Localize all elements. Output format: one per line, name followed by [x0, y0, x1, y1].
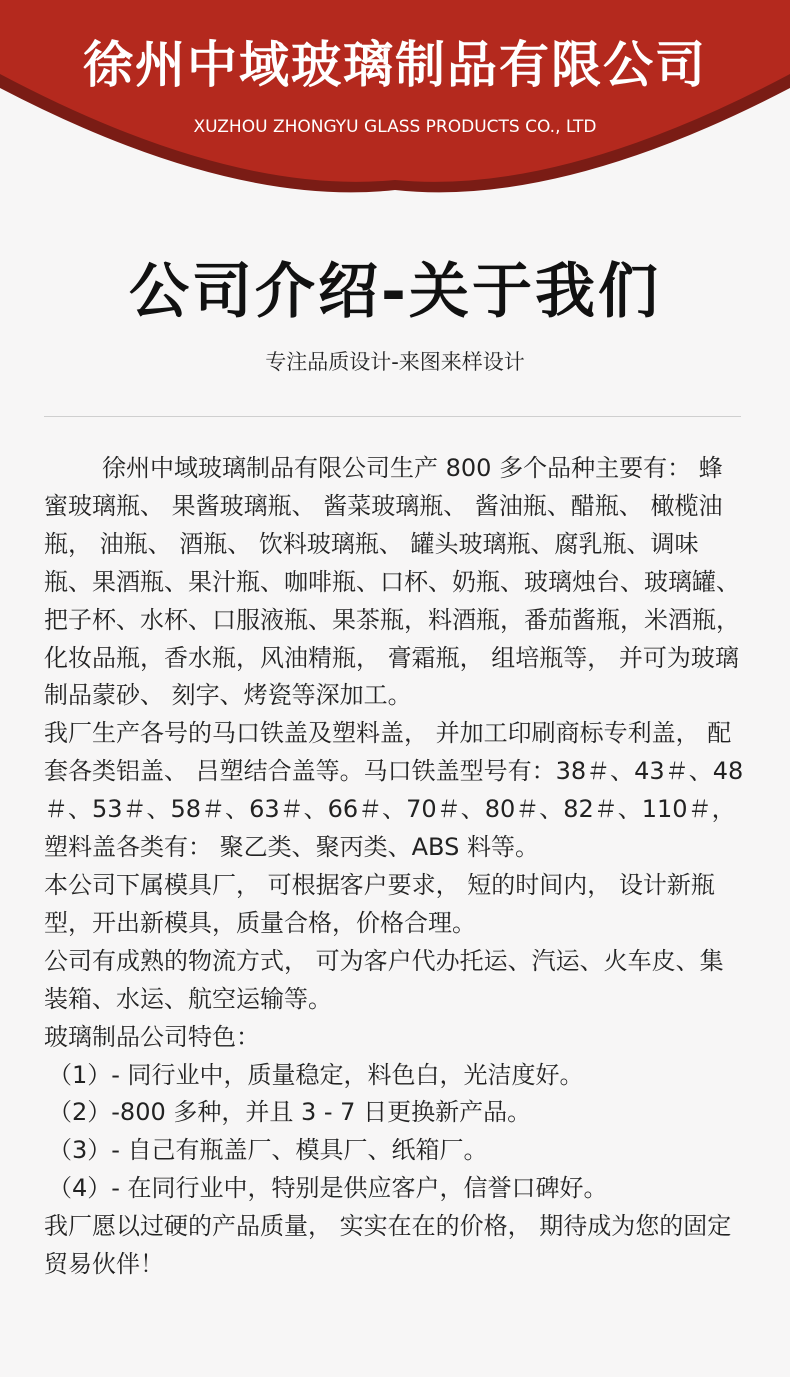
page-title: 公司介绍-关于我们 [129, 257, 661, 327]
intro-paragraph: 徐州中域玻璃制品有限公司生产 800 多个品种主要有： 蜂蜜玻璃瓶、 果酱玻璃瓶、 酱菜玻璃瓶、 酱油瓶、醋瓶、 橄榄油瓶， 油瓶、 酒瓶、 饮料玻璃瓶、 罐头玻璃瓶、腐乳瓶、调味瓶、果酒瓶、果汁瓶、咖啡瓶、口杯、奶瓶、玻璃烛台、玻璃罐、把子杯、水杯、口服液瓶、果茶瓶，料酒瓶，番茄酱瓶，米酒瓶，化妆品瓶，香水瓶，风油精瓶， 膏霜瓶， 组培瓶等， 并可为玻璃制品蒙砂、 刻字、烤瓷等深加工。 [44, 454, 740, 710]
page-subtitle: 专注品质设计-来图来样设计 [265, 350, 525, 374]
closing-paragraph: 我厂愿以过硬的产品质量， 实实在在的价格， 期待成为您的固定贸易伙伴！ [44, 1212, 732, 1279]
feature-item: （3）- 自己有瓶盖厂、模具厂、纸箱厂。 [48, 1136, 488, 1165]
header-banner [0, 0, 790, 200]
mold-paragraph: 本公司下属模具厂， 可根据客户要求， 短的时间内， 设计新瓶型，开出新模具，质量合格，价格合理。 [44, 870, 715, 937]
divider [44, 416, 741, 417]
feature-item: （1）- 同行业中，质量稳定，料色白，光洁度好。 [48, 1060, 584, 1089]
logistics-paragraph: 公司有成熟的物流方式， 可为客户代办托运、汽运、火车皮、集装箱、水运、航空运输等。 [44, 946, 724, 1013]
banner-shape [0, 0, 790, 200]
company-intro-body [44, 450, 744, 1284]
features-title: 玻璃制品公司特色： [44, 1022, 260, 1051]
company-name-en: XUZHOU ZHONGYU GLASS PRODUCTS CO., LTD [193, 117, 597, 137]
feature-item: （4）- 在同行业中，特别是供应客户，信誉口碑好。 [48, 1174, 608, 1203]
caps-paragraph: 我厂生产各号的马口铁盖及塑料盖， 并加工印刷商标专利盖， 配套各类铝盖、 吕塑结合盖等。马口铁盖型号有：38＃、43＃、48＃、53＃、58＃、63＃、66＃、70＃、80＃、82＃、110＃，塑料盖各类有： 聚乙类、聚丙类、ABS 料等。 [44, 719, 744, 862]
company-name: 徐州中域玻璃制品有限公司 [83, 36, 707, 94]
feature-item: （2）-800 多种，并且 3 - 7 日更换新产品。 [48, 1098, 532, 1127]
